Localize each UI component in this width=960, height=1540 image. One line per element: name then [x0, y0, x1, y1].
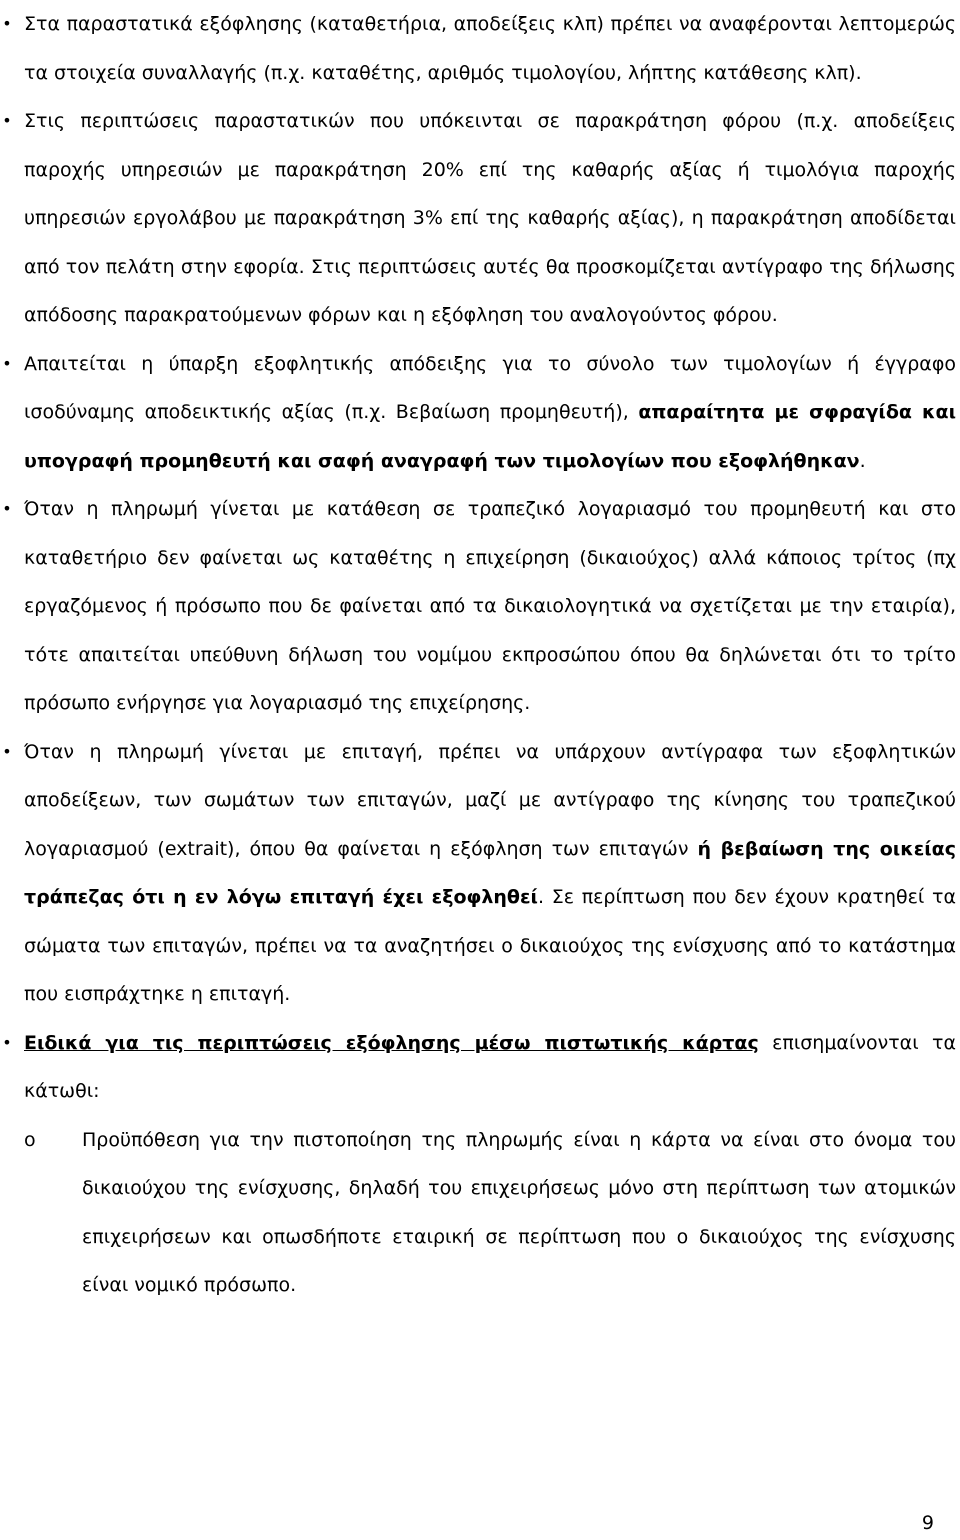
- page-number: 9: [921, 1512, 934, 1534]
- bullet-bold-text: ή βεβαίωση της οικείας τράπεζας ότι η εν λόγω επιταγή έχει εξοφληθεί: [24, 837, 956, 908]
- bullet-item: [2, 340, 956, 486]
- bullet-dot-icon: •: [2, 499, 12, 518]
- bullet-bold-text: απαραίτητα με σφραγίδα και υπογραφή προμηθευτή και σαφή αναγραφή των τιμολογίων που εξοφλήθηκαν: [24, 401, 956, 472]
- sub-item: [24, 1116, 956, 1310]
- bullet-dot-icon: •: [2, 111, 12, 130]
- bullet-text: Όταν η πληρωμή γίνεται με κατάθεση σε τραπεζικό λογαριασμό του προμηθευτή και στο καταθετήριο δεν φαίνεται ως καταθέτης η επιχείρηση (δικαιούχος) αλλά κάποιος τρίτος (πχ εργαζόμενος ή πρόσωπο που δε φαίνεται από τα δικαιολογητικά να σχετίζεται με την εταιρία), τότε απαιτείται υπεύθυνη δήλωση του νομίμου εκπροσώπου όπου θα δηλώνεται ότι το τρίτο πρόσωπο ενήργησε για λογαριασμό της επιχείρησης.: [24, 498, 956, 714]
- bullet-text-container: [24, 340, 956, 486]
- bullet-text-after: .: [859, 449, 866, 472]
- sub-item-text: Προϋπόθεση για την πιστοποίηση της πληρωμής είναι η κάρτα να είναι στο όνομα του δικαιούχου της ενίσχυσης, δηλαδή του επιχειρήσεως μόνο στη περίπτωση των ατομικών επιχειρήσεων και οπωσδήποτε εταιρική σε περίπτωση που ο δικαιούχος της ενίσχυσης είναι νομικό πρόσωπο.: [82, 1128, 956, 1296]
- bullet-item: [2, 0, 956, 97]
- section-heading: Ειδικά για τις περιπτώσεις εξόφλησης μέσω πιστωτικής κάρτας: [24, 1031, 759, 1054]
- bullet-list: [2, 0, 956, 1310]
- circle-bullet-icon: o: [24, 1128, 36, 1151]
- bullet-text-after: . Σε περίπτωση που δεν έχουν κρατηθεί τα σώματα των επιταγών, πρέπει να τα αναζητήσει ο δικαιούχος της ενίσχυσης από το κατάστημα που εισπράχτηκε η επιταγή.: [24, 886, 956, 1005]
- bullet-text: Όταν η πληρωμή γίνεται με επιταγή, πρέπει να υπάρχουν αντίγραφα των εξοφλητικών αποδείξεων, των σωμάτων των επιταγών, μαζί με αντίγραφο της κίνησης του τραπεζικού λογαριασμού (extrait), όπου θα φαίνεται η εξόφληση των επιταγών: [24, 740, 956, 860]
- bullet-dot-icon: •: [2, 1032, 12, 1052]
- bullet-text: Στα παραστατικά εξόφλησης (καταθετήρια, αποδείξεις κλπ) πρέπει να αναφέρονται λεπτομερώς τα στοιχεία συναλλαγής (π.χ. καταθέτης, αριθμός τιμολογίου, λήπτης κατάθεσης κλπ).: [24, 13, 956, 84]
- bullet-item: [2, 485, 956, 728]
- bullet-item: [2, 728, 956, 1019]
- bullet-text-container: [24, 1019, 956, 1116]
- bullet-text: Απαιτείται η ύπαρξη εξοφλητικής απόδειξης για το σύνολο των τιμολογίων ή έγγραφο ισοδύναμης αποδεικτικής αξίας (π.χ. Βεβαίωση προμηθευτή),: [24, 352, 956, 423]
- bullet-dot-icon: •: [2, 14, 12, 33]
- bullet-item: [2, 97, 956, 340]
- bullet-text: επισημαίνονται τα κάτωθι:: [24, 1031, 956, 1102]
- bullet-text: Στις περιπτώσεις παραστατικών που υπόκεινται σε παρακράτηση φόρου (π.χ. αποδείξεις παροχής υπηρεσιών με παρακράτηση 20% επί της καθαρής αξίας ή τιμολόγια παροχής υπηρεσιών εργολάβου με παρακράτηση 3% επί της καθαρής αξίας), η παρακράτηση αποδίδεται από τον πελάτη στην εφορία. Στις περιπτώσεις αυτές θα προσκομίζεται αντίγραφο της δήλωσης απόδοσης παρακρατούμενων φόρων και η εξόφληση του αναλογούντος φόρου.: [24, 110, 956, 326]
- sub-list: [24, 1116, 956, 1310]
- bullet-text-container: [24, 728, 956, 1019]
- bullet-dot-icon: •: [2, 353, 12, 373]
- bullet-dot-icon: •: [2, 741, 12, 761]
- bullet-item: [2, 1019, 956, 1310]
